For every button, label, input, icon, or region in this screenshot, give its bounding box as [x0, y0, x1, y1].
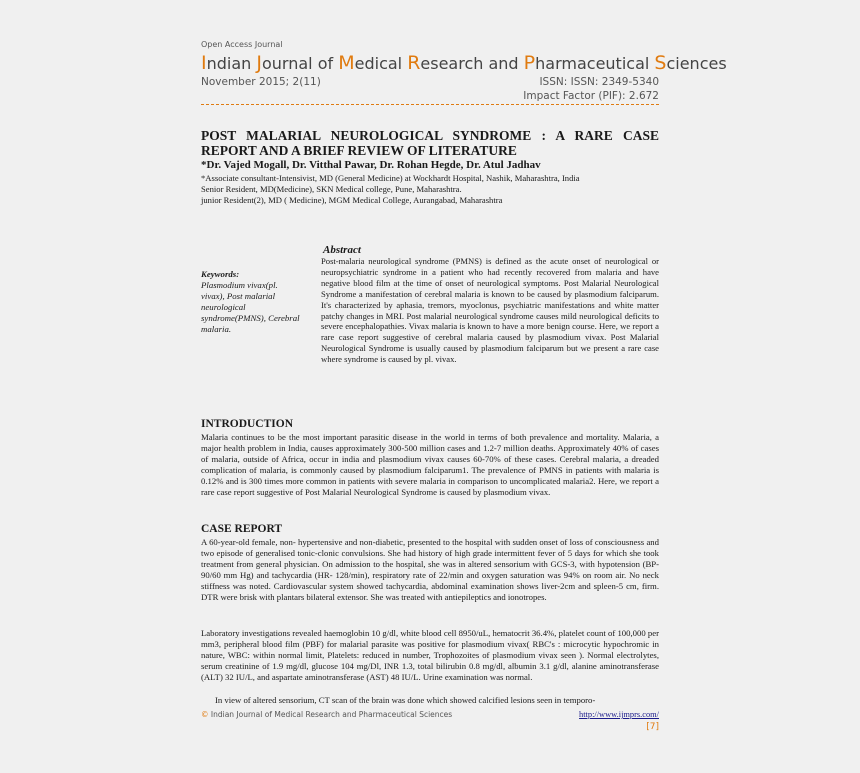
journal-title-word: harmaceutical — [535, 54, 655, 73]
case-report-heading: CASE REPORT — [201, 523, 283, 535]
header-divider — [201, 104, 659, 105]
abstract-heading: Abstract — [323, 244, 361, 256]
case-report-paragraph: Laboratory investigations revealed haemoglobin 10 g/dl, white blood cell 8950/uL, hematocrit 36.4%, platelet count of 100,000 per mm3, peripheral blood film (PBF) for malarial parasite was positive for plasmodium vivax( RBC's : microcytic hypochromic in nature, WBC: within normal limit, Platelets: reduced in number, Trophozoites of plasmodium vivax seen ). Normal electrolytes, serum creatinine of 1.9 mg/dl, glucose 104 mg/Dl, INR 1.3, total bilirubin 0.8 mg/dl, albumin 3.1 g/dl, alanine aminotransferase (ALT) 32 IU/L, and aspartate aminotransferase (AST) 48 IU/L. Urine examination was normal. — [201, 628, 659, 682]
keywords-text: Plasmodium vivax(pl. vivax), Post malarial neurological syndrome(PMNS), Cerebral malaria. — [201, 280, 300, 334]
article-authors: *Dr. Vajed Mogall, Dr. Vitthal Pawar, Dr. Rohan Hegde, Dr. Atul Jadhav — [201, 159, 541, 171]
journal-title-word: ournal of — [262, 54, 339, 73]
issue-info: November 2015; 2(11) — [201, 76, 321, 88]
journal-title-capital: R — [407, 52, 421, 74]
copyright-symbol: © — [201, 710, 209, 719]
journal-title-capital: P — [523, 52, 536, 74]
affiliation-line: junior Resident(2), MD ( Medicine), MGM Medical College, Aurangabad, Maharashtra — [201, 195, 503, 205]
article-title: POST MALARIAL NEUROLOGICAL SYNDROME : A RARE CASE REPORT AND A BRIEF REVIEW OF LITERATURE — [201, 128, 659, 158]
page-number: [7] — [646, 722, 659, 732]
issn: ISSN: ISSN: 2349-5340 — [539, 76, 659, 88]
copyright-text: Indian Journal of Medical Research and Pharmaceutical Sciences — [208, 710, 453, 719]
journal-title — [201, 52, 727, 74]
journal-title-word: esearch and — [420, 54, 524, 73]
journal-title-word: edical — [354, 54, 408, 73]
abstract-text: Post-malaria neurological syndrome (PMNS) is defined as the acute onset of neurological or neuropsychiatric syndrome in a patient who had recently recovered from malaria and have negative blood film at the time of onset of neurological symptoms. Post Malarial Neurological Syndrome a manifestation of cerebral malaria is known to be caused by plasmodium falciparum. It's characterized by aphasia, tremors, myoclonus, psychiatric manifestations and white matter patchy changes in MRI. Post malarial neurological syndrome causes mild neurological deficits to severe encephalopathies. Vivax malaria is known to have a more benign course. Here, we report a rare case report suggestive of cerebral malaria caused by plasmodium vivax. Post Malarial Neurological Syndrome is usually caused by plasmodium falciparum but we present a rare case where syndrome is caused by pl. vivax. — [321, 256, 659, 365]
affiliation-line: *Associate consultant-Intensivist, MD (General Medicine) at Wockhardt Hospital, Nashik, Maharashtra, India — [201, 173, 580, 183]
journal-title-word: ciences — [666, 54, 727, 73]
journal-title-capital: J — [256, 52, 262, 74]
journal-website-link[interactable]: http://www.ijmprs.com/ — [579, 710, 659, 719]
keywords-heading: Keywords: — [201, 269, 240, 279]
case-report-paragraph: A 60-year-old female, non- hypertensive and non-diabetic, presented to the hospital with sudden onset of loss of consciousness and two episode of generalised tonic-clonic convulsions. She had history of high grade intermittent fever of 5 days for which she took treatment from general physician. On admission to the hospital, she was in altered sensorium with GCS-3, with hypotension (BP- 90/60 mm Hg) and tachycardia (HR- 128/min), respiratory rate of 22/min and oxygen saturation was 94% on room air. No neck stiffness was noted. Cardiovascular system showed tachycardia, abdominal examination shows liver-2cm and spleen-5 cm, firm. DTR were brisk with plantars bilateral extensor. She was treated with antiepileptics and ionotropes. — [201, 537, 659, 602]
journal-title-capital: S — [654, 52, 667, 74]
case-report-paragraph: In view of altered sensorium, CT scan of the brain was done which showed calcified lesions seen in temporo- — [215, 695, 596, 705]
impact-factor: Impact Factor (PIF): 2.672 — [523, 90, 659, 102]
author-affiliations — [201, 173, 659, 206]
journal-title-capital: M — [338, 52, 355, 74]
affiliation-line: Senior Resident, MD(Medicine), SKN Medical college, Pune, Maharashtra. — [201, 184, 462, 194]
open-access-label: Open Access Journal — [201, 40, 283, 49]
journal-title-word: ndian — [206, 54, 257, 73]
introduction-text: Malaria continues to be the most important parasitic disease in the world in terms of both prevalence and mortality. Malaria, a major health problem in India, causes approximately 300-500 million cases and 1.2-7 million deaths. Approximately 40% of cases of malaria, outside of Africa, occur in india and plasmodium vivax causes 60-70% of these cases. Cerebral malaria, a dreaded complication of malaria, is commonly caused by plasmodium falciparum1. The prevalence of PMNS in patients with malaria is 0.12% and is 300 times more common in patients with severe malaria in comparison to uncomplicated malaria2. Here, we report a rare case report suggestive of Post Malarial Neurological Syndrome is caused by plasmodium vivax. — [201, 432, 659, 497]
journal-title-capital: I — [201, 52, 207, 74]
footer-copyright — [201, 710, 452, 719]
introduction-heading: INTRODUCTION — [201, 418, 294, 430]
